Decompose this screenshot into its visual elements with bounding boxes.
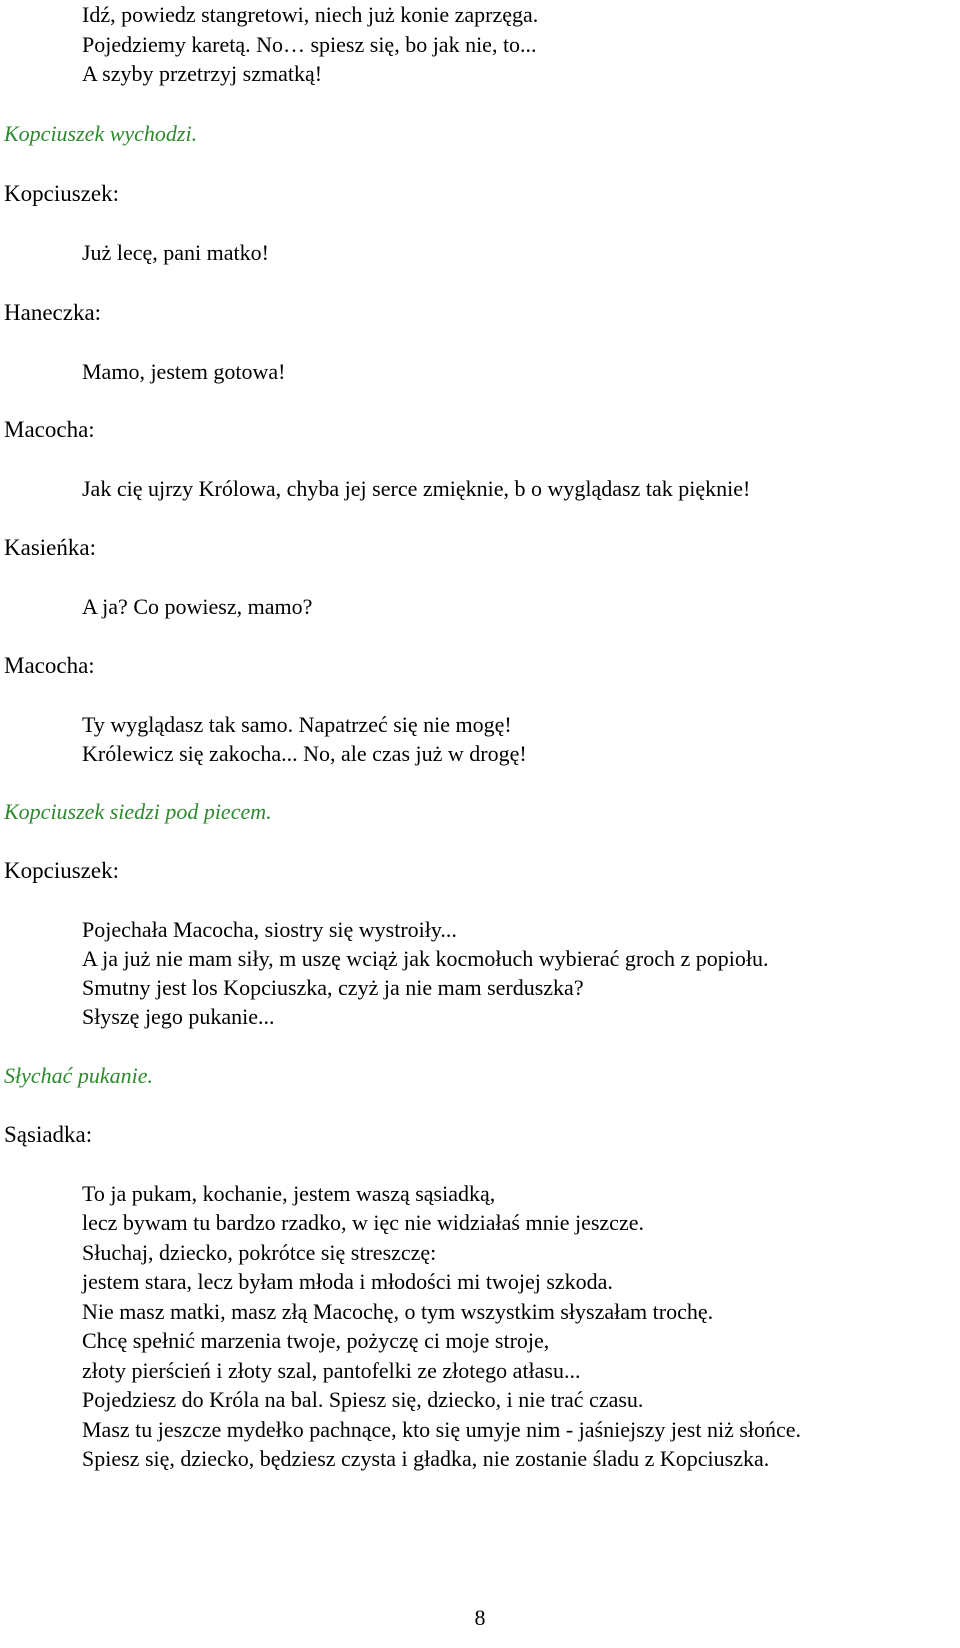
- verse-line: Nie masz matki, masz złą Macochę, o tym wszystkim słyszałam trochę.: [82, 1299, 714, 1324]
- verse-line: A ja już nie mam siły, m uszę wciąż jak kocmołuch wybierać groch z popiołu.: [82, 946, 769, 971]
- page-number: 8: [474, 1605, 486, 1630]
- stage-direction: Kopciuszek siedzi pod piecem.: [4, 799, 272, 824]
- verse-line: Pojechała Macocha, siostry się wystroiły...: [82, 917, 457, 942]
- verse-line: Jak cię ujrzy Królowa, chyba jej serce zmięknie, b o wyglądasz tak pięknie!: [82, 476, 751, 501]
- verse-line: Już lecę, pani matko!: [82, 240, 269, 265]
- stage-direction: Słychać pukanie.: [4, 1063, 154, 1088]
- speaker-name: Haneczka:: [4, 300, 102, 325]
- verse-line: A szyby przetrzyj szmatką!: [82, 61, 323, 86]
- speaker-name: Sąsiadka:: [4, 1122, 93, 1147]
- verse-line: złoty pierścień i złoty szal, pantofelki ze złotego atłasu...: [82, 1358, 581, 1383]
- verse-line: Pojedziesz do Króla na bal. Spiesz się, dziecko, i nie trać czasu.: [82, 1387, 644, 1412]
- speaker-name: Macocha:: [4, 417, 95, 442]
- speaker-name: Kopciuszek:: [4, 181, 119, 206]
- stage-direction: Kopciuszek wychodzi.: [4, 121, 198, 146]
- verse-line: Słuchaj, dziecko, pokrótce się streszczę:: [82, 1240, 437, 1265]
- verse-line: A ja? Co powiesz, mamo?: [82, 594, 313, 619]
- verse-line: Mamo, jestem gotowa!: [82, 359, 286, 384]
- verse-line: lecz bywam tu bardzo rzadko, w ięc nie widziałaś mnie jeszcze.: [82, 1210, 644, 1235]
- verse-line: Słyszę jego pukanie...: [82, 1004, 275, 1029]
- verse-line: Masz tu jeszcze mydełko pachnące, kto się umyje nim - jaśniejszy jest niż słońce.: [82, 1417, 802, 1442]
- speaker-name: Kasieńka:: [4, 535, 96, 560]
- verse-line: To ja pukam, kochanie, jestem waszą sąsiadką,: [82, 1181, 496, 1206]
- verse-line: Ty wyglądasz tak samo. Napatrzeć się nie mogę!: [82, 712, 512, 737]
- verse-line: Idź, powiedz stangretowi, niech już konie zaprzęga.: [82, 2, 539, 27]
- verse-line: Królewicz się zakocha... No, ale czas już w drogę!: [82, 741, 527, 766]
- verse-line: jestem stara, lecz byłam młoda i młodości mi twojej szkoda.: [82, 1269, 613, 1294]
- speaker-name: Macocha:: [4, 653, 95, 678]
- speaker-name: Kopciuszek:: [4, 858, 119, 883]
- verse-line: Chcę spełnić marzenia twoje, pożyczę ci moje stroje,: [82, 1328, 550, 1353]
- verse-line: Smutny jest los Kopciuszka, czyż ja nie mam serduszka?: [82, 975, 584, 1000]
- verse-line: Spiesz się, dziecko, będziesz czysta i gładka, nie zostanie śladu z Kopciuszka.: [82, 1446, 770, 1471]
- verse-line: Pojedziemy karetą. No… spiesz się, bo jak nie, to...: [82, 32, 537, 57]
